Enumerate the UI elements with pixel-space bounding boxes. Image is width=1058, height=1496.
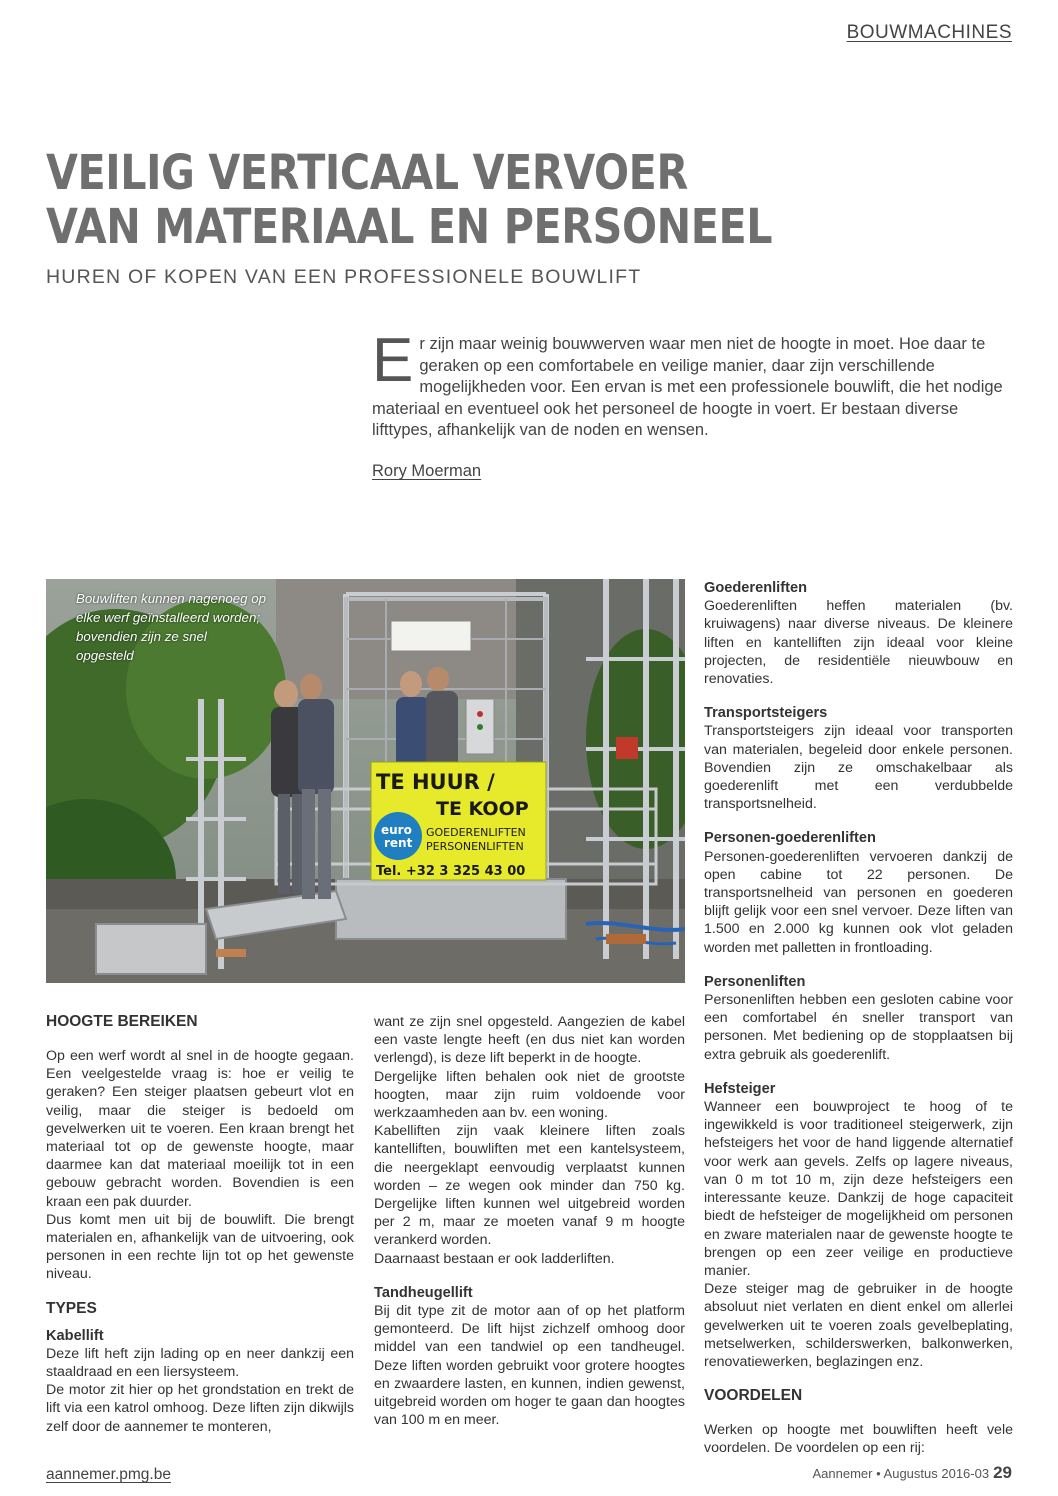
sign-line-1: TE HUUR / [376, 770, 495, 794]
author-name: Rory Moerman [372, 462, 482, 480]
paragraph: Personenliften hebben een gesloten cabine voor een comfortabel én sneller transport van personen. Met bediening op de stopplaatsen bij extra gebruik als goederenlift. [704, 992, 1013, 1063]
sign-text-1: GOEDERENLIFTEN [426, 826, 526, 839]
column-3 [704, 579, 1013, 1458]
page-footer [813, 1463, 1012, 1483]
website-link[interactable]: aannemer.pmg.be [46, 1466, 171, 1483]
title-line-2: VAN MATERIAAL EN PERSONEEL [46, 199, 773, 255]
column-1 [46, 1013, 354, 1436]
article-subtitle: HUREN OF KOPEN VAN EEN PROFESSIONELE BOUWLIFT [46, 266, 642, 288]
paragraph: Transportsteigers zijn ideaal voor transporten van materialen, begeleid door enkele personen. Bovendien zijn ze omschakelbaar als goederenlift met een verdubbelde transportsnelheid. [704, 723, 1013, 813]
heading-transportsteigers: Transportsteigers [704, 705, 828, 722]
heading-hoogte-bereiken: HOOGTE BEREIKEN [46, 1013, 198, 1030]
paragraph: De motor zit hier op het grondstation en trekt de lift via een katrol omhoog. Deze liften zijn dikwijls zelf door de aannemer te monteren, [46, 1382, 354, 1435]
paragraph: Bij dit type zit de motor aan of op het platform gemonteerd. De lift hijst zichzelf omhoog door middel van een tandwiel op een tandheugel. Deze liften worden gebruikt voor grotere hoogtes en zwaardere lasten, en kunnen, indien gewenst, uitgebreid worden om hoger te gaan dan hoogtes van 100 m en meer. [374, 1303, 685, 1429]
heading-kabellift: Kabellift [46, 1327, 104, 1344]
paragraph: Op een werf wordt al snel in de hoogte gegaan. Een veelgestelde vraag is: hoe er veilig te geraken? Een steiger plaatsen gebeurt vlot en veilig, maar die steiger is bedoeld om gevelwerken uit te voeren. Een kraan brengt het materiaal tot op de gewenste hoogte, maar daarmee kan dat materiaal moeilijk tot in een gebouw gebracht worden. Bovendien is een kraan een pak duurder. [46, 1048, 354, 1210]
paragraph: Personen-goederenliften vervoeren dankzij de open cabine tot 22 personen. De transportsnelheid van personen en goederen blijft gelijk voor een snel vervoer. Deze liften van 1.500 en 2.000 kg kunnen ook vlot geladen worden met palletten in frontloading. [704, 848, 1013, 956]
heading-personenliften: Personenliften [704, 973, 806, 990]
heading-tandheugellift: Tandheugellift [374, 1284, 473, 1301]
title-line-1: VEILIG VERTICAAL VERVOER [46, 145, 688, 201]
paragraph: Deze lift heft zijn lading op en neer dankzij een staaldraad en een liersysteem. [46, 1345, 354, 1381]
sign-brand-2: rent [384, 836, 413, 850]
paragraph: Daarnaast bestaan er ook ladderliften. [374, 1250, 615, 1267]
paragraph: Goederenliften heffen materialen (bv. kruiwagens) naar diverse niveaus. De kleinere liften en kantelliften zijn ideaal voor kleine projecten, de residentiële nieuwbouw en renovaties. [704, 598, 1013, 688]
article-title [46, 146, 820, 254]
drop-cap: E [372, 326, 414, 395]
sign-phone: Tel. +32 3 325 43 00 [376, 864, 526, 879]
sign-line-2: TE KOOP [436, 798, 529, 820]
page-number: 29 [993, 1463, 1012, 1482]
intro-text: r zijn maar weinig bouwwerven waar men niet de hoogte in moet. Hoe daar te geraken op een comfortabele en veilige manier, daar zijn verschillende mogelijkheden voor. Een ervan is met een professionele bouwlift, die het nodige materiaal en eventueel ook het personeel de hoogte in voert. Er bestaan diverse lifttypes, afhankelijk van de noden en wensen. [372, 335, 1003, 439]
heading-hefsteiger: Hefsteiger [704, 1080, 776, 1097]
paragraph: Kabelliften zijn vaak kleinere liften zoals kantelliften, bouwliften met een kantelsysteem, die neergeklapt eenvoudig verplaatst kunnen worden – ze wegen ook minder dan 750 kg. Dergelijke liften kunnen wel uitgebreid worden per 2 m, maar ze moeten vanaf 9 m hoogte verankerd worden. [374, 1123, 685, 1249]
paragraph: want ze zijn snel opgesteld. Aangezien de kabel een vaste lengte heeft (en dus niet kan worden verlengd), is deze lift beperkt in de hoogte. [374, 1014, 685, 1067]
sign-brand-1: euro [381, 823, 412, 837]
heading-voordelen: VOORDELEN [704, 1387, 803, 1405]
paragraph: Werken op hoogte met bouwliften heeft vele voordelen. De voordelen op een rij: [704, 1422, 1013, 1457]
section-label: BOUWMACHINES [846, 22, 1012, 43]
issue-info: Aannemer • Augustus 2016-03 [812, 1466, 990, 1481]
paragraph: Dergelijke liften behalen ook niet de grootste hoogten, maar zijn ruim voldoende voor werkzaamheden aan bv. een woning. [374, 1068, 685, 1122]
intro-paragraph [372, 326, 1012, 442]
heading-types: TYPES [46, 1299, 97, 1317]
sign-text-2: PERSONENLIFTEN [426, 840, 524, 853]
heading-personen-goederenliften: Personen-goederenliften [704, 830, 876, 847]
heading-goederenliften: Goederenliften [704, 580, 807, 596]
paragraph: Dus komt men uit bij de bouwlift. Die brengt materialen en, afhankelijk van de uitvoering, ook personen in een rechte lijn tot op het gewenste niveau. [46, 1211, 354, 1283]
photo-caption: Bouwliften kunnen nagenoeg op elke werf geïnstalleerd worden; bovendien zijn ze snel opgesteld [76, 591, 267, 663]
paragraph: Deze steiger mag de gebruiker in de hoogte absoluut niet verlaten en dient enkel om allerlei gevelwerken uit te voeren zoals gevelbeplating, metselwerken, schilderswerken, balkonwerken, renovatiewerken, beglazingen enz. [704, 1281, 1013, 1370]
column-2 [374, 1013, 685, 1429]
paragraph: Wanneer een bouwproject te hoog of te ingewikkeld is voor traditioneel steigerwerk, zijn hefsteigers het voor de hand liggende alternatief voor werk aan gevels. Zelfs op lagere niveaus, van 0 m tot 10 m, zijn deze hefsteigers een interessante keuze. Dankzij de hoge capaciteit biedt de hefsteiger de mogelijkheid om personen en zware materialen naar de gewenste hoogte te brengen op een zeer veilige en productieve manier. [704, 1099, 1013, 1279]
